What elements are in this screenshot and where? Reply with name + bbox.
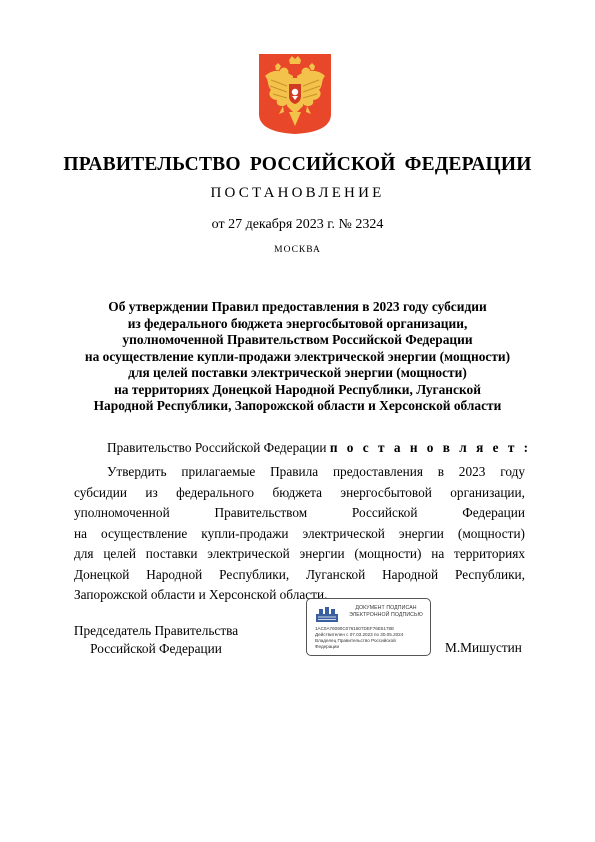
body-line: на осуществление купли-продажи электрической энергии (мощности) [74, 525, 525, 541]
heading-line: уполномоченной Правительством Российской Федерации [122, 332, 473, 347]
intro-text: Правительство Российской Федерации [107, 440, 330, 455]
stamp-serial: 1AC0A76090C0761807DEF76E5178E [315, 626, 395, 631]
signatory-position [66, 622, 246, 658]
stamp-title [345, 605, 427, 618]
decree-word: п о с т а н о в л я е т : [329, 440, 532, 455]
body-line: уполномоченной Правительством Российской Федерации [74, 505, 525, 520]
signatory-name: М.Мишустин [445, 640, 522, 655]
electronic-signature-stamp [306, 598, 431, 656]
body-line: Утвердить прилагаемые Правила предоставления в 2023 году [107, 464, 525, 479]
russian-coat-of-arms-icon [257, 52, 333, 136]
heading-line: Народной Республики, Запорожской области и Херсонской области [93, 398, 502, 413]
heading-line: на осуществление купли-продажи электрической энергии (мощности) [84, 348, 511, 364]
heading-line: Об утверждении Правил предоставления в 2023 году субсидии [108, 299, 487, 314]
heading-line: из федерального бюджета энергосбытовой организации, [127, 315, 468, 331]
heading-line: на территориях Донецкой Народной Республики, Луганской [114, 381, 481, 397]
intro-paragraph [107, 440, 531, 456]
stamp-title-line: ДОКУМЕНТ ПОДПИСАН [355, 605, 417, 611]
body-line: Запорожской области и Херсонской области. [74, 587, 328, 602]
decree-heading [40, 299, 555, 415]
body-line: субсидии из федерального бюджета энергосбытовой организации, [74, 484, 525, 500]
decree-date-number: от 27 декабря 2023 г. № 2324 [211, 217, 384, 232]
stamp-title-line: ЭЛЕКТРОННОЙ ПОДПИСЬЮ [349, 611, 423, 618]
stamp-owner: Федерации [315, 644, 340, 649]
city: МОСКВА [274, 245, 321, 255]
body-paragraph [74, 462, 525, 606]
heading-line: для целей поставки электрической энергии (мощности) [128, 365, 467, 380]
body-line: Донецкой Народной Республики, Луганской Народной Республики, [74, 566, 525, 582]
stamp-validity: Действителен с 07.03.2023 по 30.05.2024 [315, 632, 404, 637]
signature-stamp-logo-icon [315, 605, 339, 623]
government-title: ПРАВИТЕЛЬСТВО РОССИЙСКОЙ ФЕДЕРАЦИИ [63, 154, 532, 175]
decree-type: ПОСТАНОВЛЕНИЕ [210, 185, 385, 201]
stamp-owner: Владелец Правительство Российской [315, 638, 396, 643]
body-line: для целей поставки электрической энергии (мощности) на территориях [74, 546, 525, 561]
position-line: Российской Федерации [90, 641, 222, 656]
position-line: Председатель Правительства [73, 623, 239, 638]
